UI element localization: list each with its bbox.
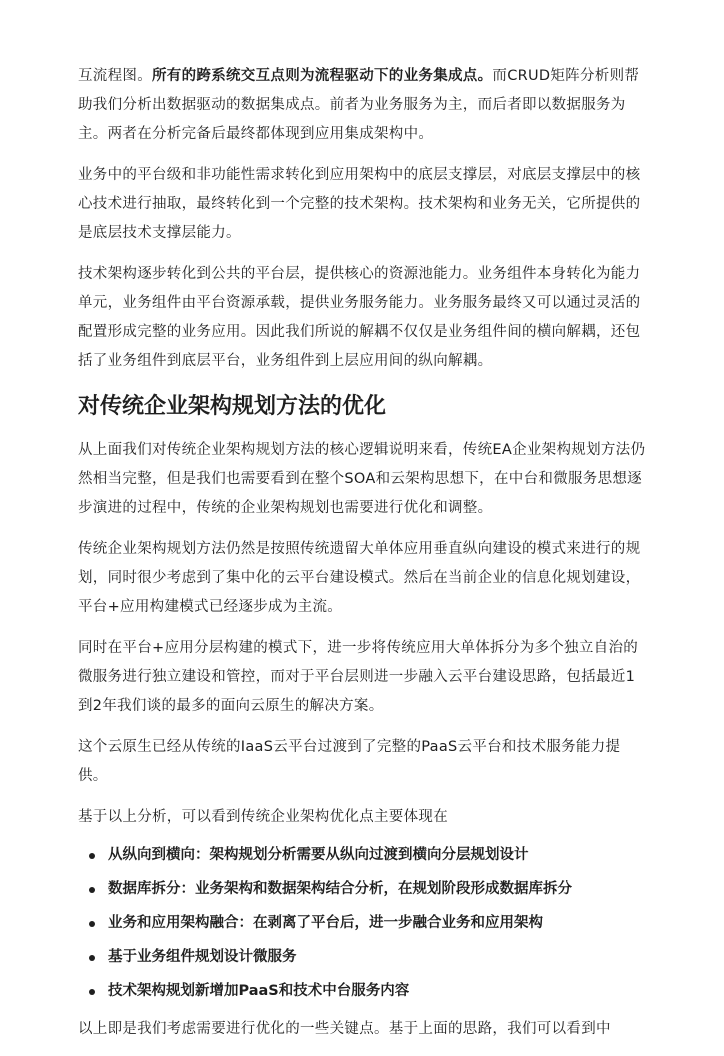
list-item: 业务和应用架构融合：在剥离了平台后，进一步融合业务和应用架构 [108, 912, 648, 935]
bullet-icon [89, 853, 95, 859]
section-paragraph-4: 这个云原生已经从传统的IaaS云平台过渡到了完整的PaaS云平台和技术服务能力提供。 [78, 739, 621, 784]
list-item: 技术架构规划新增加PaaS和技术中台服务内容 [108, 980, 648, 1003]
optimization-points-list [78, 844, 648, 1003]
section-paragraph-5: 基于以上分析，可以看到传统企业架构优化点主要体现在 [78, 809, 448, 825]
paragraph-2: 业务中的平台级和非功能性需求转化到应用架构中的底层支撑层，对底层支撑层中的核心技术进行抽取，最终转化到一个完整的技术架构。技术架构和业务无关，它所提供的是底层技术支撑层能力。 [78, 167, 641, 241]
list-item: 数据库拆分：业务架构和数据架构结合分析，在规划阶段形成数据库拆分 [108, 878, 648, 901]
paragraph-1-bold: 所有的跨系统交互点则为流程驱动下的业务集成点。 [152, 68, 493, 84]
paragraph-1 [78, 62, 648, 149]
section-paragraph-2: 传统企业架构规划方法仍然是按照传统遗留大单体应用垂直纵向建设的模式来进行的规划，同时很少考虑到了集中化的云平台建设模式。然后在当前企业的信息化规划建设，平台+应用构建模式已经逐步成为主流。 [78, 541, 641, 615]
section-paragraph-1: 从上面我们对传统企业架构规划方法的核心逻辑说明来看，传统EA企业架构规划方法仍然相当完整，但是我们也需要看到在整个SOA和云架构思想下，在中台和微服务思想逐步演进的过程中，传统的企业架构规划也需要进行优化和调整。 [78, 442, 646, 516]
section-paragraph-3: 同时在平台+应用分层构建的模式下，进一步将传统应用大单体拆分为多个独立自治的微服务进行独立建设和管控，而对于平台层则进一步融入云平台建设思路，包括最近1到2年我们谈的最多的面向云原生的解决方案。 [78, 640, 639, 714]
section-heading: 对传统企业架构规划方法的优化 [78, 394, 387, 419]
document-page [78, 62, 648, 1056]
bullet-icon [89, 989, 95, 995]
list-item: 从纵向到横向：架构规划分析需要从纵向过渡到横向分层规划设计 [108, 844, 648, 867]
paragraph-3: 技术架构逐步转化到公共的平台层，提供核心的资源池能力。业务组件本身转化为能力单元，业务组件由平台资源承载，提供业务服务能力。业务服务最终又可以通过灵活的配置形成完整的业务应用。因此我们所说的解耦不仅仅是业务组件间的横向解耦，还包括了业务组件到底层平台，业务组件到上层应用间的纵向解耦。 [78, 266, 641, 369]
paragraph-1-rest: 而CRUD矩阵分析则帮助我们分析出数据驱动的数据集成点。前者为业务服务为主，而后者即以数据服务为主。两者在分析完备后最终都体现到应用集成架构中。 [78, 68, 640, 142]
bullet-icon [89, 921, 95, 927]
list-item: 基于业务组件规划设计微服务 [108, 946, 648, 969]
section-paragraph-6: 以上即是我们考虑需要进行优化的一些关键点。基于上面的思路，我们可以看到中 [78, 1021, 611, 1037]
paragraph-1-text: 互流程图。 [78, 68, 152, 84]
bullet-icon [89, 955, 95, 961]
bullet-icon [89, 887, 95, 893]
